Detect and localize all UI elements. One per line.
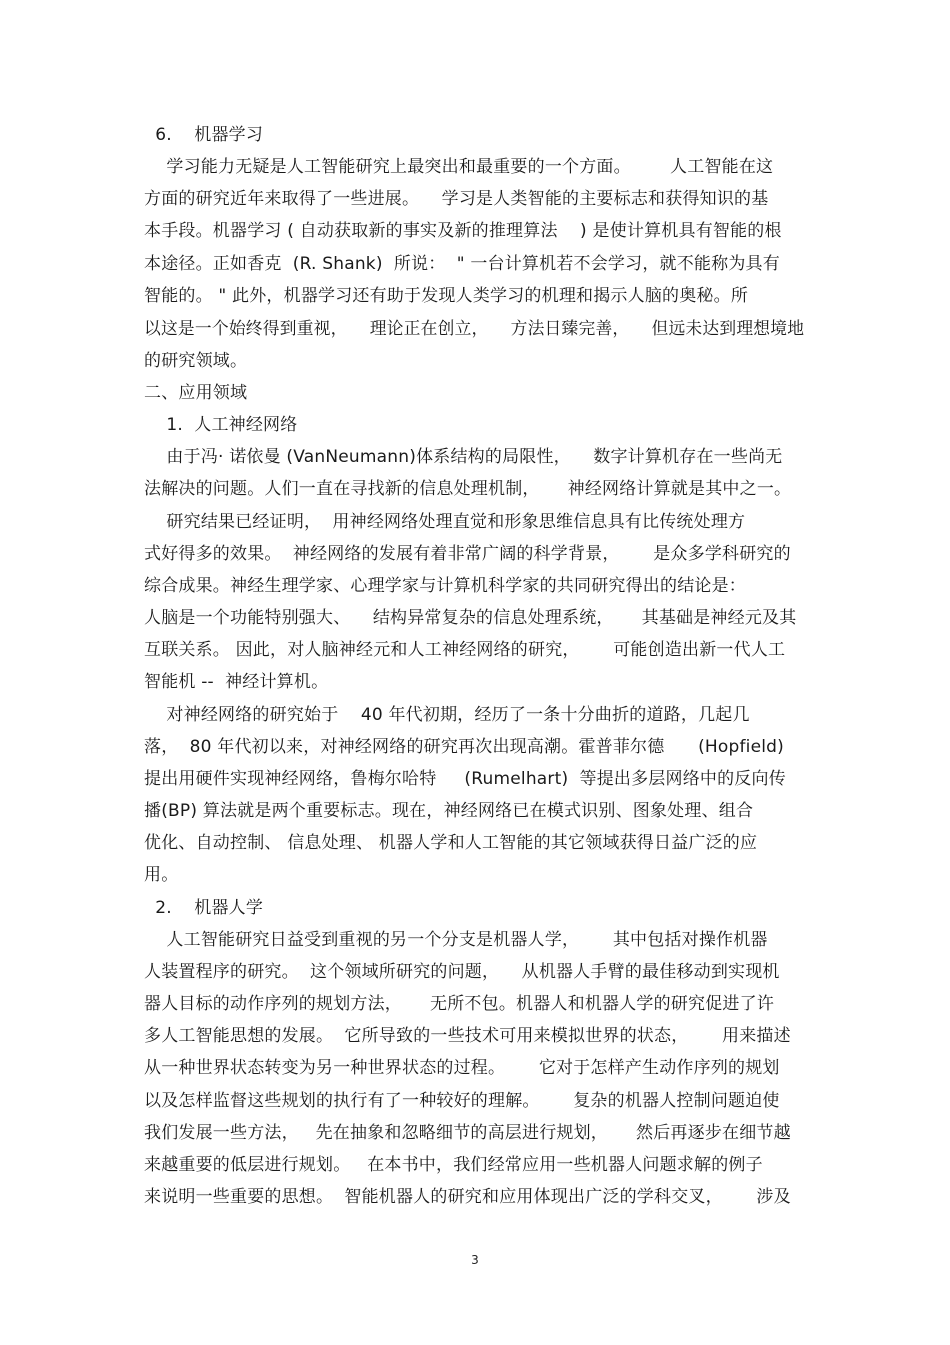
text-line: 智能的。 " 此外，机器学习还有助于发现人类学习的机理和揭示人脑的奥秘。所 bbox=[144, 286, 749, 306]
text-line: 来越重要的低层进行规划。 在本书中，我们经常应用一些机器人问题求解的例子 bbox=[144, 1155, 763, 1175]
text-line: 研究结果已经证明， 用神经网络处理直觉和形象思维信息具有比传统处理方 bbox=[144, 512, 746, 532]
text-line: 方面的研究近年来取得了一些进展。 学习是人类智能的主要标志和获得知识的基 bbox=[144, 189, 769, 209]
text-line: 互联关系。 因此，对人脑神经元和人工神经网络的研究， 可能创造出新一代人工 bbox=[144, 640, 786, 660]
text-line: 优化、自动控制、 信息处理、 机器人学和人工智能的其它领域获得日益广泛的应 bbox=[144, 833, 758, 853]
text-line: 法解决的问题。人们一直在寻找新的信息处理机制， 神经网络计算就是其中之一。 bbox=[144, 479, 792, 499]
text-line: 我们发展一些方法， 先在抽象和忽略细节的高层进行规划， 然后再逐步在细节越 bbox=[144, 1123, 791, 1143]
text-line: 式好得多的效果。 神经网络的发展有着非常广阔的科学背景， 是众多学科研究的 bbox=[144, 544, 791, 564]
subsection-heading-neural-networks: 1. 人工神经网络 bbox=[144, 415, 298, 435]
text-line: 学习能力无疑是人工智能研究上最突出和最重要的一个方面。 人工智能在这 bbox=[144, 157, 774, 177]
text-line: 落， 80 年代初以来，对神经网络的研究再次出现高潮。霍普菲尔德 (Hopfield) bbox=[144, 737, 784, 757]
text-line: 来说明一些重要的思想。 智能机器人的研究和应用体现出广泛的学科交叉， 涉及 bbox=[144, 1187, 791, 1207]
text-line: 播(BP) 算法就是两个重要标志。现在，神经网络已在模式识别、图象处理、组合 bbox=[144, 801, 754, 821]
text-line: 从一种世界状态转变为另一种世界状态的过程。 它对于怎样产生动作序列的规划 bbox=[144, 1058, 780, 1078]
text-line: 人脑是一个功能特别强大、 结构异常复杂的信息处理系统， 其基础是神经元及其 bbox=[144, 608, 797, 628]
text-line: 的研究领域。 bbox=[144, 351, 248, 371]
text-line: 人装置程序的研究。 这个领域所研究的问题， 从机器人手臂的最佳移动到实现机 bbox=[144, 962, 780, 982]
text-line: 由于冯· 诺依曼 (VanNeumann)体系结构的局限性， 数字计算机存在一些尚无 bbox=[144, 447, 783, 467]
section-heading-machine-learning: 6. 机器学习 bbox=[144, 125, 264, 145]
text-line: 器人目标的动作序列的规划方法， 无所不包。机器人和机器人学的研究促进了许 bbox=[144, 994, 775, 1014]
page-number: 3 bbox=[471, 1253, 479, 1267]
section-heading-application-fields: 二、应用领域 bbox=[144, 383, 248, 403]
text-line: 综合成果。神经生理学家、心理学家与计算机科学家的共同研究得出的结论是： bbox=[144, 576, 746, 596]
text-line: 本手段。机器学习 ( 自动获取新的事实及新的推理算法 ) 是使计算机具有智能的根 bbox=[144, 221, 782, 241]
text-line: 本途径。正如香克 (R. Shank) 所说： " 一台计算机若不会学习，就不能称为具有 bbox=[144, 254, 780, 274]
text-line: 人工智能研究日益受到重视的另一个分支是机器人学， 其中包括对操作机器 bbox=[144, 930, 768, 950]
text-line: 提出用硬件实现神经网络，鲁梅尔哈特 (Rumelhart) 等提出多层网络中的反向传 bbox=[144, 769, 786, 789]
text-line: 以及怎样监督这些规划的执行有了一种较好的理解。 复杂的机器人控制问题迫使 bbox=[144, 1091, 780, 1111]
text-line: 对神经网络的研究始于 40 年代初期，经历了一条十分曲折的道路，几起几 bbox=[144, 705, 750, 725]
subsection-heading-robotics: 2. 机器人学 bbox=[144, 898, 264, 918]
text-line: 以这是一个始终得到重视， 理论正在创立， 方法日臻完善， 但远未达到理想境地 bbox=[144, 319, 805, 339]
text-line: 用。 bbox=[144, 865, 179, 885]
text-line: 智能机 -- 神经计算机。 bbox=[144, 672, 329, 692]
text-line: 多人工智能思想的发展。 它所导致的一些技术可用来模拟世界的状态， 用来描述 bbox=[144, 1026, 791, 1046]
